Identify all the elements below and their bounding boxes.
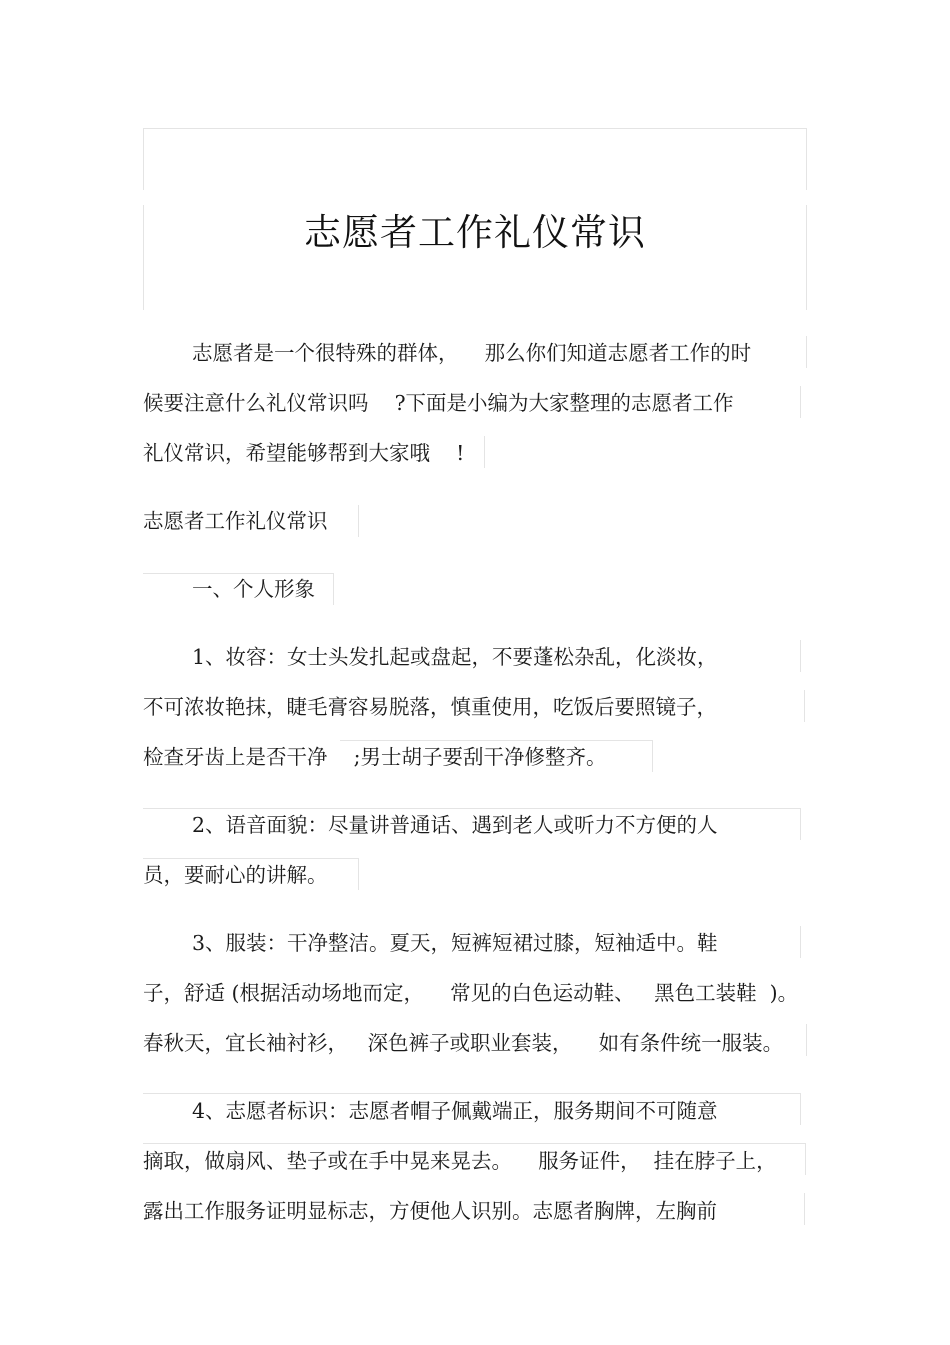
item2-right-border-1 (800, 808, 801, 840)
item1-box-top (340, 740, 652, 741)
item-4-line-1: 4、志愿者标识：志愿者帽子佩戴端正，服务期间不可随意 (192, 1099, 718, 1123)
item-4-line-3: 露出工作服务证明显标志，方便他人识别。志愿者胸牌，左胸前 (143, 1199, 717, 1223)
item1-right-border-1 (800, 640, 801, 672)
item1-right-border-3 (652, 740, 653, 772)
item-3-line-3: 春秋天，宜长袖衬衫， 深色裤子或职业套装， 如有条件统一服装。 (143, 1031, 784, 1055)
intro-right-border-2 (800, 386, 801, 418)
title-box-left-border (143, 128, 144, 190)
subsection-heading: 一、个人形象 (192, 577, 315, 601)
intro-right-border-3 (484, 436, 485, 468)
intro-line-2: 候要注意什么礼仪常识吗 ?下面是小编为大家整理的志愿者工作 (143, 391, 734, 415)
item3-right-border-1 (800, 926, 801, 958)
item4-right-border-2 (805, 1143, 806, 1175)
item-1-line-3: 检查牙齿上是否干净 ;男士胡子要刮干净修整齐。 (143, 745, 607, 769)
item1-right-border-2 (804, 690, 805, 722)
document-title: 志愿者工作礼仪常识 (304, 211, 646, 254)
section-heading-right-border (358, 505, 359, 537)
item2-right-border-2 (358, 858, 359, 890)
item-3-line-1: 3、服装：干净整洁。夏天，短裤短裙过膝，短袖适中。鞋 (192, 931, 718, 955)
intro-line-3: 礼仪常识，希望能够帮到大家哦 ! (143, 441, 465, 465)
item-3-line-2: 子，舒适 (根据活动场地而定， 常见的白色运动鞋、 黑色工装鞋 )。 (143, 981, 799, 1005)
item4-right-border-3 (804, 1193, 805, 1225)
item3-right-border-2 (806, 1024, 807, 1056)
item-2-line-2: 员，要耐心的讲解。 (143, 863, 328, 887)
item4-box-top (143, 1143, 805, 1144)
item-2-line-1: 2、语音面貌：尽量讲普通话、遇到老人或听力不方便的人 (192, 813, 718, 837)
title-box-right-border (806, 128, 807, 190)
section-heading: 志愿者工作礼仪常识 (143, 509, 328, 533)
title-box-top-border (143, 128, 807, 129)
item-1-line-2: 不可浓妆艳抹，睫毛膏容易脱落，慎重使用，吃饭后要照镜子， (143, 695, 717, 719)
subsection-right-border (333, 573, 334, 605)
intro-line-1: 志愿者是一个很特殊的群体， 那么你们知道志愿者工作的时 (192, 341, 752, 365)
item-1-line-1: 1、妆容：女士头发扎起或盘起，不要蓬松杂乱，化淡妆， (192, 645, 718, 669)
intro-right-border-1 (806, 336, 807, 368)
item2-top-border (143, 808, 801, 809)
item4-top-border (143, 1093, 801, 1094)
item-4-line-2: 摘取，做扇风、垫子或在手中晃来晃去。 服务证件， 挂在脖子上， (143, 1149, 777, 1173)
item2-box-top (143, 858, 358, 859)
item4-right-border-1 (800, 1093, 801, 1125)
